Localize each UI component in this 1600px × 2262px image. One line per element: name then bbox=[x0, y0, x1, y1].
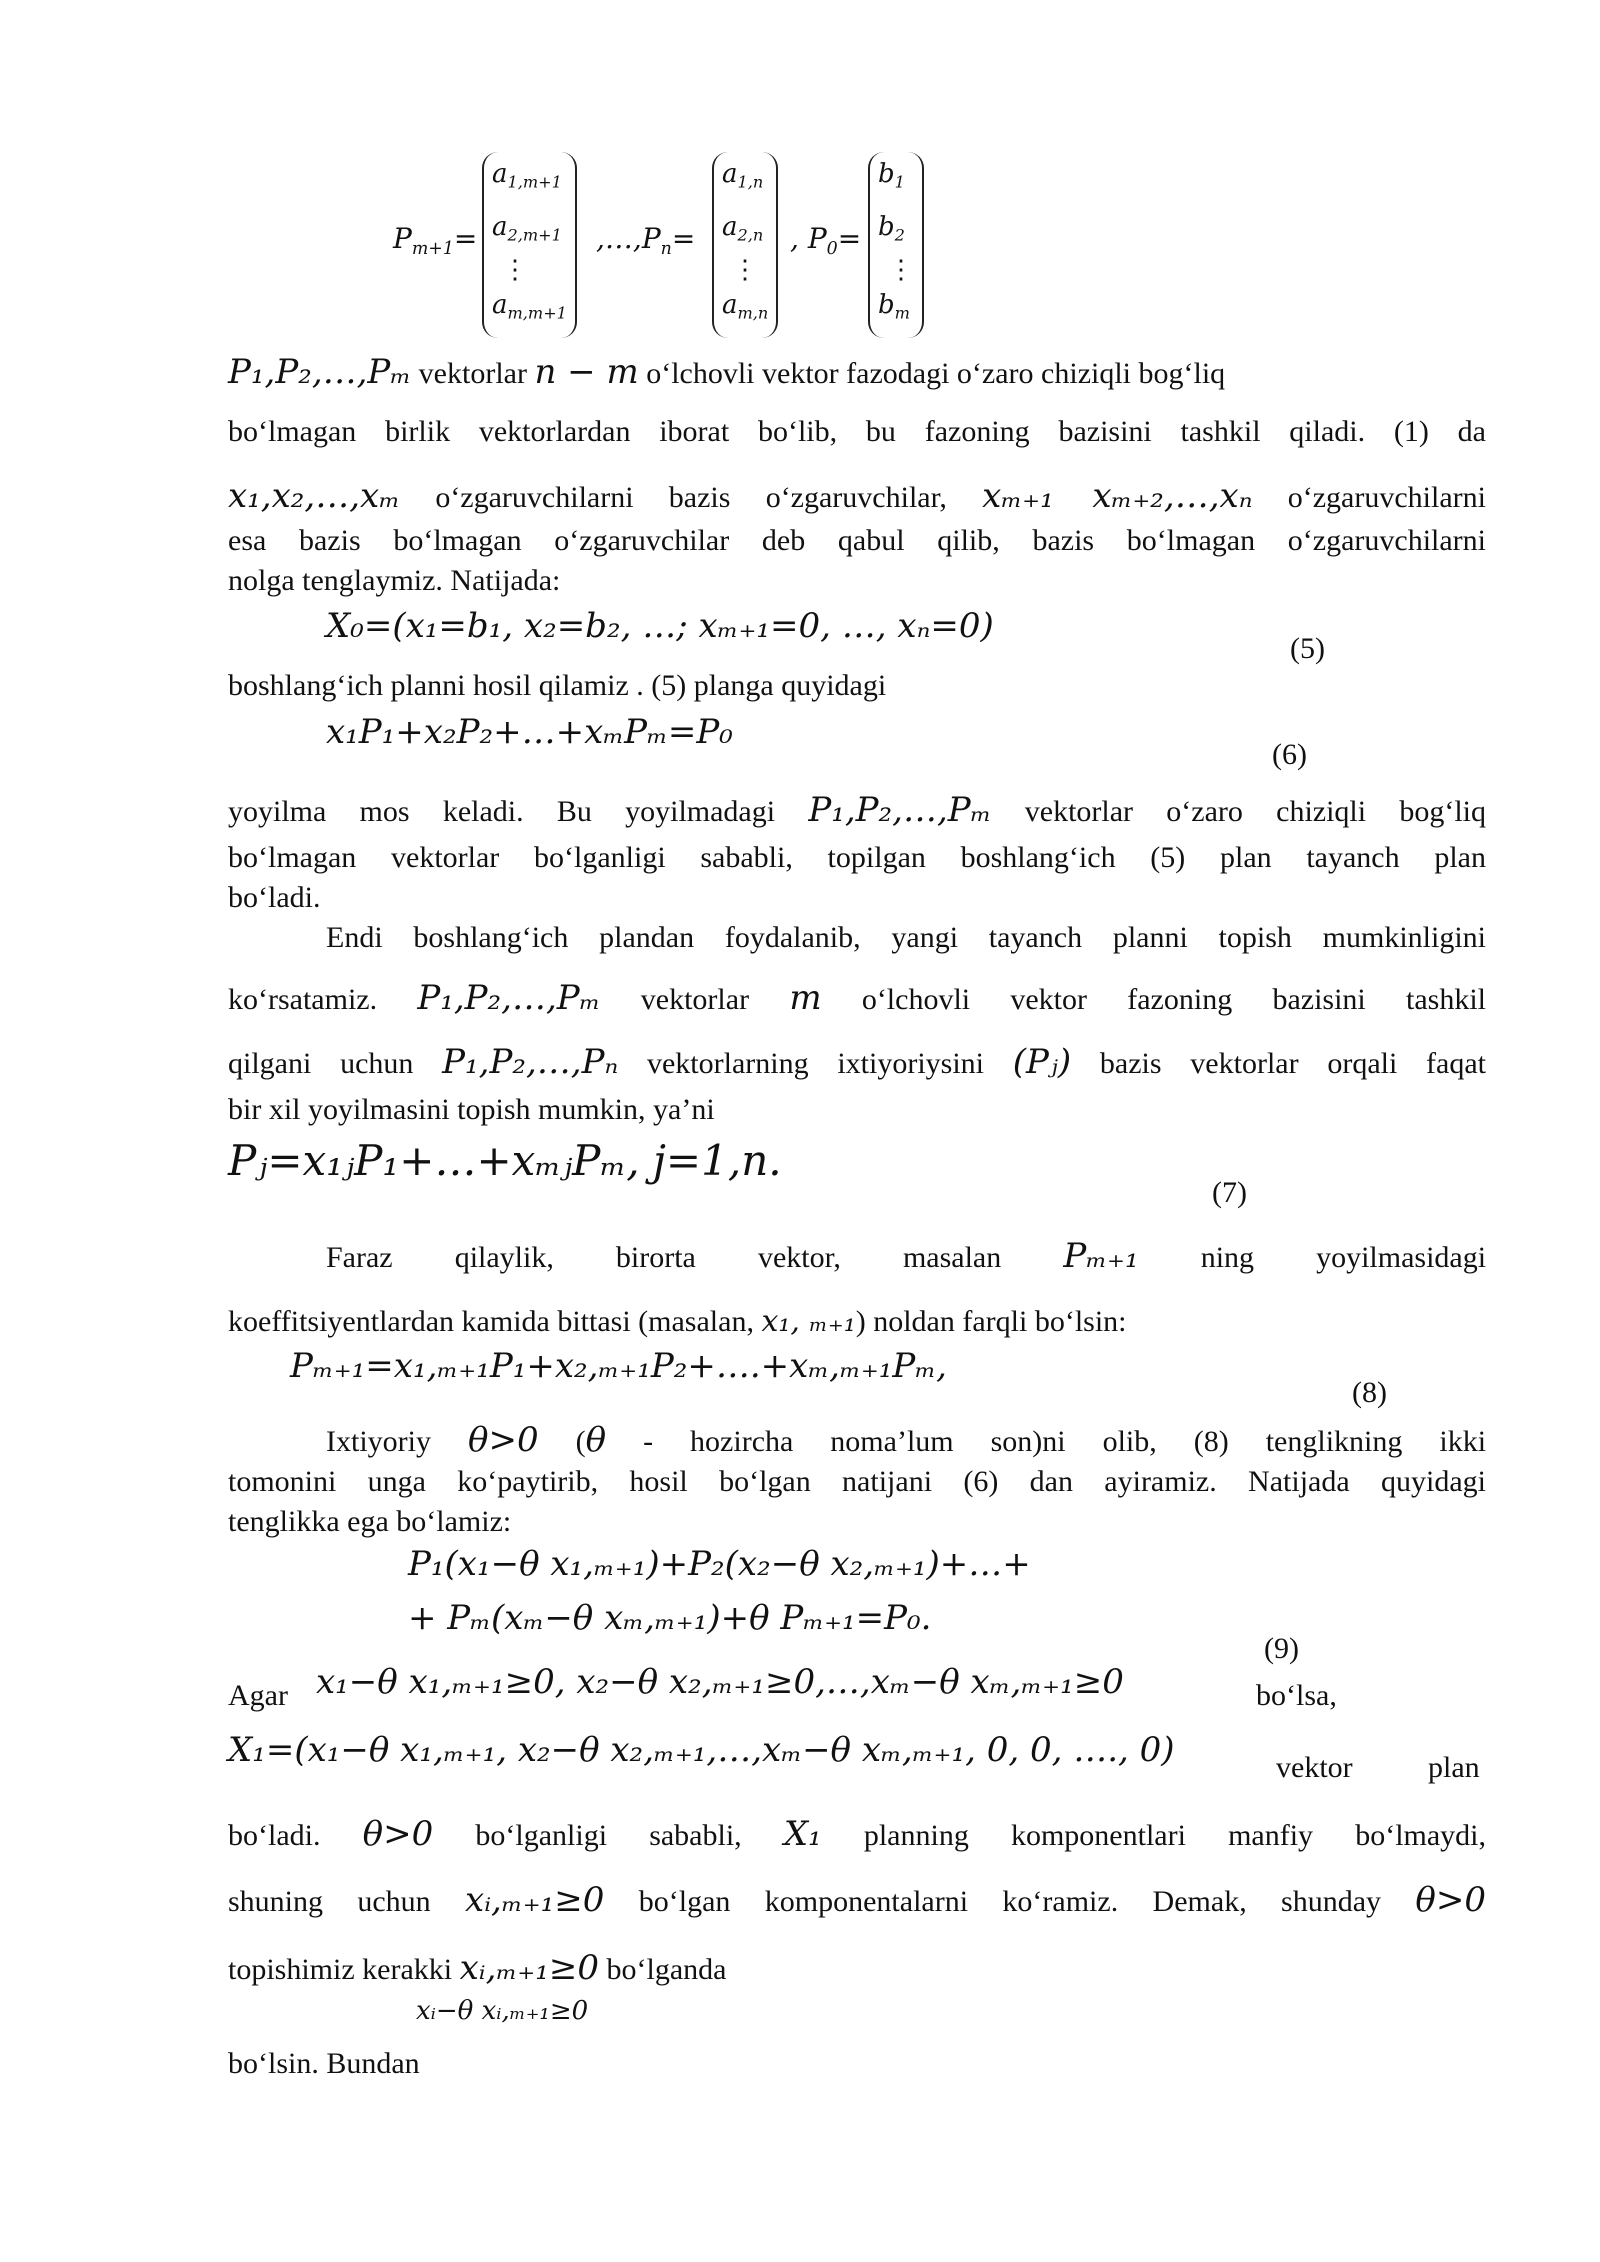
paragraph-6-bolsa: bo‘lsa, bbox=[1256, 1679, 1337, 1712]
equation-number-7: (7) bbox=[1212, 1176, 1247, 1209]
math-theta-pos: θ>0 bbox=[468, 1420, 539, 1460]
math-p1-pm-2: P₁,P₂,…,Pₘ bbox=[808, 790, 992, 830]
paragraph-2-line-2: bo‘lmagan vektorlar bo‘lganligi sababli, topilgan boshlang‘ich (5) plan tayanch plan bbox=[228, 841, 1486, 874]
math-xm1-xn: xₘ₊₁ xₘ₊₂,…,xₙ bbox=[982, 476, 1253, 516]
equation-6: x₁P₁+x₂P₂+…+xₘPₘ=P₀ bbox=[326, 712, 733, 752]
math-pj: (Pⱼ) bbox=[1012, 1042, 1072, 1082]
math-xi-nonneg-2: xᵢ,ₘ₊₁≥0 bbox=[459, 1948, 599, 1988]
equation-9-line-2: + Pₘ(xₘ−θ xₘ,ₘ₊₁)+θ Pₘ₊₁=P₀. bbox=[408, 1598, 932, 1638]
paragraph-6-vektor: vektor bbox=[1276, 1751, 1353, 1784]
paragraph-5-line-1: Ixtiyoriy θ>0 (θ - hozircha noma’lum son)ni olib, (8) tenglikning ikki bbox=[326, 1420, 1487, 1460]
paragraph-4-line-2: koeffitsiyentlardan kamida bittasi (masalan, x₁, ₘ₊₁) noldan farqli bo‘lsin: bbox=[228, 1304, 1127, 1339]
paragraph-1-line-5: nolga tenglaymiz. Natijada: bbox=[228, 564, 561, 597]
matrix-column-pn: $a_{1,n}$ $a_{2,n}$ ⋮ $a_{m,n}$ bbox=[712, 152, 778, 338]
paragraph-1-line-2: bo‘lmagan birlik vektorlardan iborat bo‘lib, bu fazoning bazisini tashkil qiladi. (1) da bbox=[228, 415, 1486, 448]
math-p1-pn: P₁,P₂,…,Pₙ bbox=[442, 1042, 619, 1082]
paragraph-3-line-1: Endi boshlang‘ich plandan foydalanib, yangi tayanch planni topish mumkinligini bbox=[326, 921, 1486, 954]
paragraph-3-line-4: bir xil yoyilmasini topish mumkin, ya’ni bbox=[228, 1093, 715, 1126]
math-xi-nonneg: xᵢ,ₘ₊₁≥0 bbox=[465, 1880, 605, 1920]
math-xi-theta-cond: xᵢ−θ xᵢ,ₘ₊₁≥0 bbox=[416, 1996, 589, 2026]
paragraph-6-last: bo‘lsin. Bundan bbox=[228, 2047, 420, 2080]
math-p1-pm-3: P₁,P₂,…,Pₘ bbox=[417, 978, 601, 1018]
math-x1: X₁ bbox=[783, 1814, 822, 1854]
paragraph-5-line-2: tomonini unga ko‘paytirib, hosil bo‘lgan natijani (6) dan ayiramiz. Natijada quyidagi bbox=[228, 1465, 1486, 1498]
matrix-lhs-p0: , $P_0=$ bbox=[790, 222, 862, 260]
matrix-lhs-pn: $,\dots,P_n=$ bbox=[596, 222, 696, 260]
paragraph-2-line-3: bo‘ladi. bbox=[228, 881, 321, 914]
math-x1-xm: x₁,x₂,…,xₘ bbox=[228, 476, 401, 516]
paragraph-1-line-4: esa bazis bo‘lmagan o‘zgaruvchilar deb qabul qilib, bazis bo‘lmagan o‘zgaruvchilarni bbox=[228, 524, 1486, 557]
equation-number-9: (9) bbox=[1264, 1632, 1299, 1665]
matrix-lhs-pm1: $P_{m+1}=$ bbox=[393, 222, 478, 260]
paragraph-3-line-3: qilgani uchun P₁,P₂,…,Pₙ vektorlarning ixtiyoriysini (Pⱼ) bazis vektorlar orqali faqat bbox=[228, 1042, 1487, 1082]
paragraph-5-line-3: tenglikka ega bo‘lamiz: bbox=[228, 1505, 512, 1538]
paragraph-1: P₁,P₂,…,Pₘ vektorlar n − m o‘lchovli vektor fazodagi o‘zaro chiziqli bog‘liq bbox=[228, 352, 1226, 392]
equation-5: X₀=(x₁=b₁, x₂=b₂, …; xₘ₊₁=0, …, xₙ=0) bbox=[326, 606, 994, 646]
math-x1-vector: X₁=(x₁−θ x₁,ₘ₊₁, x₂−θ x₂,ₘ₊₁,…,xₘ−θ xₘ,ₘ₊₁, 0, 0, …., 0) bbox=[228, 1730, 1175, 1770]
paragraph-4-line-1: Faraz qilaylik, birorta vektor, masalan Pₘ₊₁ ning yoyilmasidagi bbox=[326, 1236, 1487, 1276]
equation-9-line-1: P₁(x₁−θ x₁,ₘ₊₁)+P₂(x₂−θ x₂,ₘ₊₁)+…+ bbox=[408, 1544, 1031, 1584]
paragraph-6-line-3: bo‘ladi. θ>0 bo‘lganligi sababli, X₁ planning komponentlari manfiy bo‘lmaydi, bbox=[228, 1814, 1487, 1854]
matrix-column-pm1: $a_{1,m+1}$ $a_{2,m+1}$ ⋮ $a_{m,m+1}$ bbox=[482, 152, 577, 338]
paragraph-6-plan: plan bbox=[1428, 1751, 1480, 1784]
equation-number-6: (6) bbox=[1272, 738, 1307, 771]
math-pm1: Pₘ₊₁ bbox=[1063, 1236, 1139, 1276]
paragraph-6-line-5: topishimiz kerakki xᵢ,ₘ₊₁≥0 bo‘lganda bbox=[228, 1948, 727, 1988]
equation-8: Pₘ₊₁=x₁,ₘ₊₁P₁+x₂,ₘ₊₁P₂+….+xₘ,ₘ₊₁Pₘ, bbox=[290, 1346, 947, 1386]
math-n-minus-m: n − m bbox=[534, 352, 639, 392]
math-theta-pos-2: θ>0 bbox=[362, 1814, 434, 1854]
paragraph-6-line-4: shuning uchun xᵢ,ₘ₊₁≥0 bo‘lgan komponentalarni ko‘ramiz. Demak, shunday θ>0 bbox=[228, 1880, 1486, 1920]
math-x1m1: x₁, ₘ₊₁ bbox=[761, 1304, 856, 1339]
math-theta: θ bbox=[585, 1420, 607, 1460]
math-conditions: x₁−θ x₁,ₘ₊₁≥0, x₂−θ x₂,ₘ₊₁≥0,…,xₘ−θ xₘ,ₘ₊₁≥0 bbox=[316, 1662, 1124, 1702]
math-m: m bbox=[789, 978, 822, 1018]
math-p1-pm: P₁,P₂,…,Pₘ bbox=[228, 352, 412, 392]
equation-7: Pⱼ=x₁ⱼP₁+…+xₘⱼPₘ, j=1,n. bbox=[228, 1136, 782, 1185]
paragraph-6-agar: Agar bbox=[228, 1679, 288, 1712]
matrix-column-p0: $b_1$ $b_2$ ⋮ $b_m$ bbox=[868, 152, 924, 338]
paragraph-2-line-1: yoyilma mos keladi. Bu yoyilmadagi P₁,P₂,…,Pₘ vektorlar o‘zaro chiziqli bog‘liq bbox=[228, 790, 1486, 830]
paragraph-1-line-3: x₁,x₂,…,xₘ o‘zgaruvchilarni bazis o‘zgaruvchilar, xₘ₊₁ xₘ₊₂,…,xₙ o‘zgaruvchilarni bbox=[228, 476, 1486, 516]
equation-number-8: (8) bbox=[1352, 1376, 1387, 1409]
equation-number-5: (5) bbox=[1290, 632, 1325, 665]
math-theta-pos-3: θ>0 bbox=[1415, 1880, 1486, 1920]
paragraph-3-line-2: ko‘rsatamiz. P₁,P₂,…,Pₘ vektorlar m o‘lchovli vektor fazoning bazisini tashkil bbox=[228, 978, 1487, 1018]
line-after-eq5: boshlang‘ich planni hosil qilamiz . (5) planga quyidagi bbox=[228, 669, 887, 702]
